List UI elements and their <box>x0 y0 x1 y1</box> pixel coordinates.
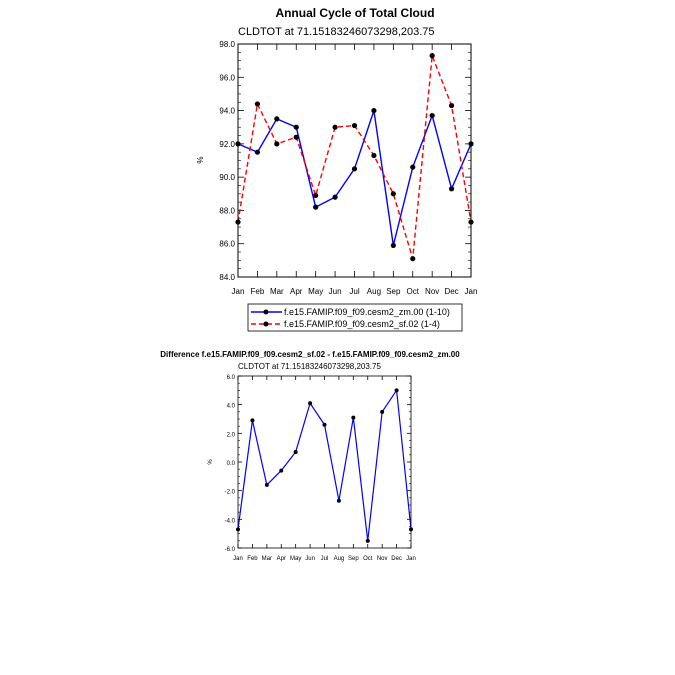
x-tick-label: Jul <box>349 287 360 296</box>
y-tick-label: 88.0 <box>219 206 235 216</box>
data-point-series-1 <box>255 150 260 155</box>
data-point-series-2 <box>449 103 454 108</box>
x-tick-label: Jan <box>406 556 416 562</box>
y-tick-label: 84.0 <box>219 273 235 282</box>
x-tick-label: Feb <box>247 556 258 562</box>
chart1-y-axis-label: % <box>196 156 205 164</box>
y-tick-label: 98.0 <box>219 40 235 49</box>
x-tick-label: Oct <box>406 287 419 296</box>
data-point-series-1 <box>250 418 254 422</box>
data-point-series-2 <box>430 53 435 58</box>
x-tick-label: Sep <box>386 287 401 296</box>
legend-marker-series-2 <box>264 322 269 327</box>
data-point-series-1 <box>313 205 318 210</box>
x-tick-label: Nov <box>376 556 388 562</box>
y-tick-label: -4.0 <box>224 518 235 525</box>
y-tick-label: 94.0 <box>219 106 235 116</box>
y-tick-label: -6.0 <box>224 547 235 553</box>
series-line-1 <box>238 111 471 246</box>
data-point-series-2 <box>294 135 299 140</box>
x-tick-label: Jun <box>305 556 315 562</box>
data-point-series-1 <box>366 539 370 543</box>
x-tick-label: Aug <box>333 556 345 562</box>
legend-marker-series-1 <box>264 310 269 315</box>
chart2-axis-ticks <box>225 375 416 562</box>
x-tick-label: May <box>289 556 302 562</box>
data-point-series-1 <box>294 450 298 454</box>
series-line-2 <box>238 56 471 259</box>
chart2-y-axis-label: % <box>208 459 214 465</box>
x-tick-label: Mar <box>261 556 273 562</box>
x-tick-label: Dec <box>391 556 402 562</box>
data-point-series-1 <box>391 243 396 248</box>
data-point-series-1 <box>430 113 435 118</box>
data-point-series-1 <box>395 388 399 392</box>
x-tick-label: Jan <box>464 287 478 296</box>
data-point-series-2 <box>332 125 337 130</box>
data-point-series-2 <box>391 191 396 196</box>
data-point-series-1 <box>274 116 279 121</box>
data-point-series-2 <box>274 141 279 146</box>
data-point-series-1 <box>410 165 415 170</box>
x-tick-label: Jan <box>231 287 245 296</box>
chart1-legend <box>248 304 462 331</box>
legend-label-series-1: f.e15.FAMIP.f09_f09.cesm2_zm.00 (1-10) <box>284 307 450 317</box>
y-tick-label: 6.0 <box>226 375 235 381</box>
y-tick-label: 96.0 <box>219 73 235 83</box>
chart1-frame <box>238 44 471 277</box>
data-point-series-1 <box>294 125 299 130</box>
chart2-plot-area <box>236 388 413 542</box>
y-tick-label: -2.0 <box>224 489 235 496</box>
x-tick-label: Sep <box>347 556 359 562</box>
x-tick-label: Feb <box>250 287 265 296</box>
x-tick-label: Apr <box>276 556 286 562</box>
data-point-series-1 <box>337 499 341 503</box>
data-point-series-1 <box>371 108 376 113</box>
data-point-series-1 <box>332 195 337 200</box>
data-point-series-1 <box>380 410 384 414</box>
y-tick-label: 86.0 <box>219 239 235 249</box>
chart1-plot-area <box>235 53 473 261</box>
data-point-series-1 <box>279 469 283 473</box>
chart1-subtitle: CLDTOT at 71.15183246073298,203.75 <box>238 26 435 38</box>
x-tick-label: Dec <box>444 287 459 296</box>
data-point-series-1 <box>323 423 327 427</box>
chart2-title: Difference f.e15.FAMIP.f09_f09.cesm2_sf.02 - f.e15.FAMIP.f09_f09.cesm2_zm.00 <box>160 350 460 359</box>
series-line-1 <box>238 390 411 540</box>
x-tick-label: Jan <box>233 556 243 562</box>
x-tick-label: Nov <box>425 287 440 296</box>
data-point-series-1 <box>352 166 357 171</box>
data-point-series-2 <box>371 153 376 158</box>
data-point-series-2 <box>410 256 415 261</box>
data-point-series-1 <box>449 186 454 191</box>
x-tick-label: Mar <box>269 287 284 296</box>
y-tick-label: 4.0 <box>226 403 235 410</box>
chart1-axis-ticks <box>219 40 477 296</box>
legend-label-series-2: f.e15.FAMIP.f09_f09.cesm2_sf.02 (1-4) <box>284 319 440 329</box>
data-point-series-2 <box>313 193 318 198</box>
y-tick-label: 92.0 <box>219 139 235 149</box>
x-tick-label: May <box>308 287 324 296</box>
y-tick-label: 0.0 <box>226 461 235 467</box>
data-point-series-1 <box>265 483 269 487</box>
chart1-title: Annual Cycle of Total Cloud <box>275 6 435 20</box>
x-tick-label: Jun <box>328 287 342 296</box>
x-tick-label: Oct <box>363 556 373 562</box>
data-point-series-1 <box>308 401 312 405</box>
chart2-subtitle: CLDTOT at 71.15183246073298,203.75 <box>238 362 381 371</box>
x-tick-label: Aug <box>366 287 382 296</box>
x-tick-label: Jul <box>320 556 329 562</box>
y-tick-label: 2.0 <box>226 432 235 439</box>
chart2-frame <box>238 376 411 548</box>
data-point-series-2 <box>255 101 260 106</box>
y-tick-label: 90.0 <box>219 173 235 183</box>
data-point-series-2 <box>352 123 357 128</box>
data-point-series-1 <box>351 416 355 420</box>
x-tick-label: Apr <box>290 287 303 296</box>
